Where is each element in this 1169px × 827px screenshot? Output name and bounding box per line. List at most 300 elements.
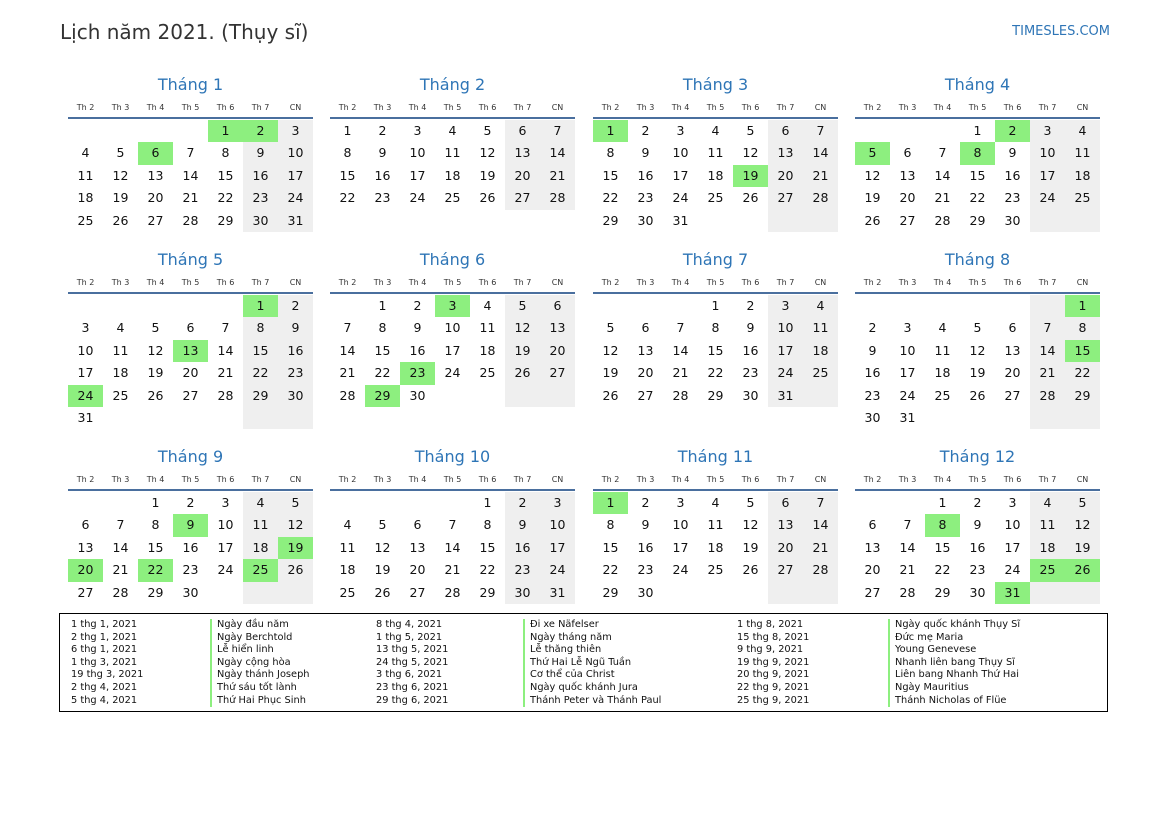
day-cell: 28 [803,559,838,581]
day-grid [855,120,1100,232]
weekday-label: Th 2 [863,278,882,287]
day-cell: 21 [112,562,129,578]
day-cell: 10 [768,317,803,339]
day-cell: 28 [540,187,575,209]
weekday-header [855,277,1100,289]
day-cell: 5 [746,495,755,510]
day-cell: 5 [483,123,492,138]
header-rule [68,117,313,119]
day-grid [330,120,575,210]
day-cell: 22 [1065,362,1100,384]
day-cell: 15 [707,342,724,358]
day-cell: 25 [934,387,951,403]
day-cell: 28 [339,387,356,403]
header-rule [330,489,575,491]
day-cell: 24 [768,362,803,384]
weekday-label: Th 3 [111,278,130,287]
day-cell: 10 [672,145,689,161]
day-cell: 4 [243,492,278,514]
empty-day-cell [173,295,208,317]
day-cell: 13 [637,342,654,358]
day-cell: 8 [483,517,492,533]
day-cell: 15 [602,167,619,183]
day-cell: 9 [868,342,877,358]
day-cell: 11 [444,145,461,161]
day-cell: 13 [540,317,575,339]
empty-day-cell [103,407,138,429]
day-cell: 6 [641,320,650,336]
day-cell: 17 [768,340,803,362]
day-cell: 18 [934,365,951,381]
day-cell: 21 [339,365,356,381]
empty-day-cell [103,492,138,514]
holiday-name: Lễ thăng thiên [530,644,602,656]
weekday-label: CN [289,278,302,287]
holiday-name: Lễ hiển linh [217,644,274,656]
empty-day-cell [855,120,890,142]
weekday-label: Th 7 [776,278,795,287]
day-cell: 22 [374,365,391,381]
weekday-label: Th 3 [111,475,130,484]
day-cell: 20 [147,190,164,206]
weekday-label: Th 4 [146,475,165,484]
day-cell: 8 [606,145,615,161]
day-cell: 17 [1030,165,1065,187]
holiday-date: 2 thg 4, 2021 [71,681,138,693]
day-cell: 22 [339,190,356,206]
day-cell: 26 [1065,559,1100,581]
day-cell: 11 [243,514,278,536]
weekday-label: Th 4 [671,278,690,287]
day-cell: 17 [409,167,426,183]
empty-day-cell [1030,210,1065,232]
weekday-label: Th 2 [601,278,620,287]
day-cell: 27 [505,187,540,209]
day-cell: 14 [803,514,838,536]
weekday-label: Th 5 [181,103,200,112]
day-cell: 23 [637,190,654,206]
day-cell: 30 [243,210,278,232]
day-cell: 9 [173,514,208,536]
day-cell: 26 [112,212,129,228]
day-cell: 26 [864,212,881,228]
day-cell: 1 [1065,295,1100,317]
header-rule [330,292,575,294]
day-cell: 10 [540,514,575,536]
day-cell: 14 [217,342,234,358]
holiday-name: Ngày quốc khánh Jura [530,681,638,693]
empty-day-cell [698,582,733,604]
day-cell: 17 [672,539,689,555]
day-cell: 22 [934,562,951,578]
day-cell: 19 [969,365,986,381]
day-cell: 10 [217,517,234,533]
header-rule [330,117,575,119]
day-cell: 24 [540,559,575,581]
weekday-label: CN [551,278,564,287]
weekday-label: Th 7 [1038,103,1057,112]
weekday-label: Th 6 [478,278,497,287]
day-cell: 9 [973,517,982,533]
day-cell: 18 [803,340,838,362]
day-cell: 30 [505,582,540,604]
empty-day-cell [628,295,663,317]
day-cell: 10 [409,145,426,161]
day-cell: 14 [803,142,838,164]
day-cell: 13 [1004,342,1021,358]
holiday-name: Ngày Berchtold [217,631,293,643]
weekday-label: Th 2 [863,103,882,112]
month-name: Tháng 10 [414,447,491,466]
day-cell: 13 [505,142,540,164]
weekday-label: Th 3 [373,278,392,287]
day-cell: 3 [1030,120,1065,142]
day-cell: 8 [151,517,160,533]
day-cell: 28 [112,584,129,600]
holiday-legend [59,613,1108,712]
weekday-label: Th 3 [898,278,917,287]
holiday-name: Ngày đầu năm [217,619,289,630]
empty-day-cell [173,120,208,142]
holiday-date: 15 thg 8, 2021 [737,631,810,643]
day-cell: 7 [448,517,457,533]
day-cell: 26 [969,387,986,403]
day-cell: 29 [217,212,234,228]
weekday-label: CN [1076,278,1089,287]
day-cell: 16 [243,165,278,187]
day-cell: 26 [374,584,391,600]
day-cell: 15 [374,342,391,358]
day-cell: 5 [1065,492,1100,514]
holiday-name: Đi xe Näfelser [530,619,599,630]
weekday-label: CN [814,278,827,287]
weekday-label: Th 5 [443,475,462,484]
empty-day-cell [365,492,400,514]
weekday-label: Th 4 [408,475,427,484]
day-cell: 27 [409,584,426,600]
weekday-label: CN [289,103,302,112]
day-cell: 30 [637,584,654,600]
day-cell: 23 [742,365,759,381]
day-cell: 8 [343,145,352,161]
day-cell: 25 [243,559,278,581]
holiday-date: 19 thg 9, 2021 [737,656,810,668]
legend-name-column [210,619,310,707]
day-cell: 14 [672,342,689,358]
day-cell: 18 [707,167,724,183]
header-rule [593,489,838,491]
day-cell: 23 [243,187,278,209]
day-cell: 16 [969,539,986,555]
holiday-name: Ngày Mauritius [895,681,969,693]
day-cell: 23 [1004,190,1021,206]
day-cell: 3 [221,495,230,510]
day-cell: 5 [151,320,160,336]
day-cell: 4 [1030,492,1065,514]
day-cell: 20 [864,562,881,578]
day-cell: 12 [969,342,986,358]
day-cell: 19 [147,365,164,381]
day-cell: 21 [803,537,838,559]
empty-day-cell [803,210,838,232]
day-cell: 28 [182,212,199,228]
day-cell: 3 [278,120,313,142]
holiday-name: Đức mẹ Maria [895,631,964,643]
day-cell: 16 [278,340,313,362]
empty-day-cell [960,295,995,317]
weekday-label: Th 2 [76,103,95,112]
empty-day-cell [925,120,960,142]
day-cell: 30 [742,387,759,403]
weekday-label: Th 6 [1003,475,1022,484]
month-calendar [330,446,575,604]
weekday-label: CN [814,475,827,484]
day-cell: 24 [672,562,689,578]
page-title: Lịch năm 2021. (Thụy sĩ) [60,20,309,44]
empty-day-cell [103,120,138,142]
empty-day-cell [1030,582,1065,604]
month-calendar [330,74,575,210]
day-cell: 26 [479,190,496,206]
day-cell: 7 [676,320,685,336]
day-cell: 5 [116,145,125,161]
day-cell: 7 [1030,317,1065,339]
day-cell: 14 [339,342,356,358]
day-cell: 24 [217,562,234,578]
day-cell: 5 [278,492,313,514]
day-cell: 17 [217,539,234,555]
day-cell: 9 [505,514,540,536]
day-cell: 3 [413,123,422,138]
day-cell: 23 [505,559,540,581]
weekday-label: Th 3 [898,103,917,112]
holiday-date: 3 thg 6, 2021 [376,669,443,681]
weekday-label: Th 6 [216,278,235,287]
weekday-header [330,277,575,289]
day-cell: 24 [68,385,103,407]
header-rule [855,489,1100,491]
day-cell: 23 [374,190,391,206]
day-cell: 25 [1030,559,1065,581]
day-cell: 15 [479,539,496,555]
empty-day-cell [505,385,540,407]
day-cell: 18 [77,190,94,206]
day-cell: 12 [602,342,619,358]
day-cell: 14 [540,142,575,164]
header-rule [855,292,1100,294]
weekday-label: CN [551,475,564,484]
day-cell: 27 [147,212,164,228]
month-calendar [855,249,1100,429]
day-cell: 2 [641,123,650,138]
day-cell: 29 [969,212,986,228]
header-rule [855,117,1100,119]
day-cell: 1 [938,495,947,510]
day-cell: 24 [444,365,461,381]
day-cell: 19 [278,537,313,559]
day-cell: 9 [1008,145,1017,161]
weekday-label: Th 7 [513,475,532,484]
day-cell: 1 [973,123,982,138]
day-cell: 4 [803,295,838,317]
day-cell: 9 [641,517,650,533]
day-cell: 16 [1004,167,1021,183]
empty-day-cell [855,295,890,317]
weekday-label: Th 3 [636,278,655,287]
day-cell: 7 [903,517,912,533]
empty-day-cell [768,582,803,604]
day-grid [593,295,838,407]
day-cell: 2 [243,120,278,142]
day-cell: 7 [186,145,195,161]
day-cell: 22 [217,190,234,206]
weekday-label: Th 5 [968,475,987,484]
day-cell: 31 [77,409,94,425]
day-cell: 21 [934,190,951,206]
day-cell: 26 [742,562,759,578]
day-cell: 28 [803,187,838,209]
weekday-label: Th 5 [706,278,725,287]
empty-day-cell [890,492,925,514]
empty-day-cell [68,120,103,142]
day-cell: 6 [186,320,195,336]
day-cell: 31 [278,210,313,232]
day-cell: 27 [182,387,199,403]
site-link[interactable]: TIMESLES.COM [1012,24,1110,39]
empty-day-cell [208,582,243,604]
weekday-label: Th 7 [776,475,795,484]
day-cell: 19 [733,165,768,187]
day-cell: 11 [339,539,356,555]
month-name: Tháng 12 [939,447,1016,466]
month-calendar [68,74,313,232]
weekday-label: Th 7 [1038,278,1057,287]
day-cell: 10 [1030,142,1065,164]
day-cell: 29 [934,584,951,600]
month-name: Tháng 6 [419,250,486,269]
weekday-label: Th 6 [1003,278,1022,287]
weekday-label: Th 2 [76,278,95,287]
weekday-label: Th 3 [373,475,392,484]
weekday-header [593,474,838,486]
day-cell: 10 [278,142,313,164]
day-grid [593,492,838,604]
day-cell: 8 [1065,317,1100,339]
day-cell: 1 [483,495,492,510]
day-cell: 27 [899,212,916,228]
day-cell: 12 [374,539,391,555]
month-calendar [68,249,313,429]
empty-day-cell [995,295,1030,317]
day-cell: 14 [444,539,461,555]
weekday-label: Th 3 [636,475,655,484]
day-cell: 16 [182,539,199,555]
day-grid [855,295,1100,429]
day-cell: 18 [112,365,129,381]
day-cell: 16 [637,167,654,183]
day-cell: 12 [742,145,759,161]
day-cell: 18 [243,537,278,559]
weekday-label: Th 7 [513,103,532,112]
weekday-label: Th 4 [671,475,690,484]
day-grid [68,120,313,232]
day-cell: 16 [505,537,540,559]
day-cell: 16 [742,342,759,358]
day-cell: 14 [934,167,951,183]
legend-name-column [888,619,1020,707]
day-cell: 25 [444,190,461,206]
day-cell: 20 [637,365,654,381]
empty-day-cell [890,295,925,317]
weekday-label: Th 5 [443,278,462,287]
day-cell: 24 [409,190,426,206]
day-cell: 29 [1065,385,1100,407]
header-rule [68,292,313,294]
empty-day-cell [278,407,313,429]
day-cell: 30 [182,584,199,600]
legend-date-column [71,619,143,707]
weekday-label: Th 7 [513,278,532,287]
day-cell: 12 [147,342,164,358]
empty-day-cell [925,295,960,317]
weekday-label: Th 6 [741,278,760,287]
day-cell: 26 [602,387,619,403]
day-cell: 18 [1065,165,1100,187]
day-cell: 21 [672,365,689,381]
day-cell: 31 [540,582,575,604]
day-cell: 1 [378,298,387,313]
legend-date-column [737,619,809,707]
day-cell: 28 [934,212,951,228]
day-cell: 25 [803,362,838,384]
empty-day-cell [470,385,505,407]
day-cell: 9 [746,320,755,336]
day-cell: 21 [182,190,199,206]
month-calendar [330,249,575,407]
day-cell: 8 [606,517,615,533]
day-cell: 16 [864,365,881,381]
day-cell: 3 [676,495,685,510]
day-cell: 23 [400,362,435,384]
day-cell: 22 [969,190,986,206]
weekday-label: Th 5 [968,103,987,112]
day-cell: 22 [479,562,496,578]
weekday-label: Th 2 [601,475,620,484]
day-cell: 10 [899,342,916,358]
day-grid [330,295,575,407]
day-cell: 22 [602,562,619,578]
day-cell: 29 [602,212,619,228]
day-cell: 24 [672,190,689,206]
weekday-header [68,102,313,114]
day-cell: 9 [243,142,278,164]
day-cell: 27 [768,559,803,581]
day-cell: 6 [903,145,912,161]
day-cell: 6 [138,142,173,164]
day-cell: 4 [448,123,457,138]
weekday-label: Th 5 [968,278,987,287]
day-cell: 12 [479,145,496,161]
month-name: Tháng 9 [157,447,224,466]
holiday-name: Young Genevese [895,644,977,656]
day-cell: 8 [378,320,387,336]
holiday-date: 6 thg 1, 2021 [71,644,138,656]
weekday-label: Th 4 [146,278,165,287]
day-cell: 18 [479,342,496,358]
empty-day-cell [698,210,733,232]
day-cell: 2 [995,120,1030,142]
empty-day-cell [733,582,768,604]
